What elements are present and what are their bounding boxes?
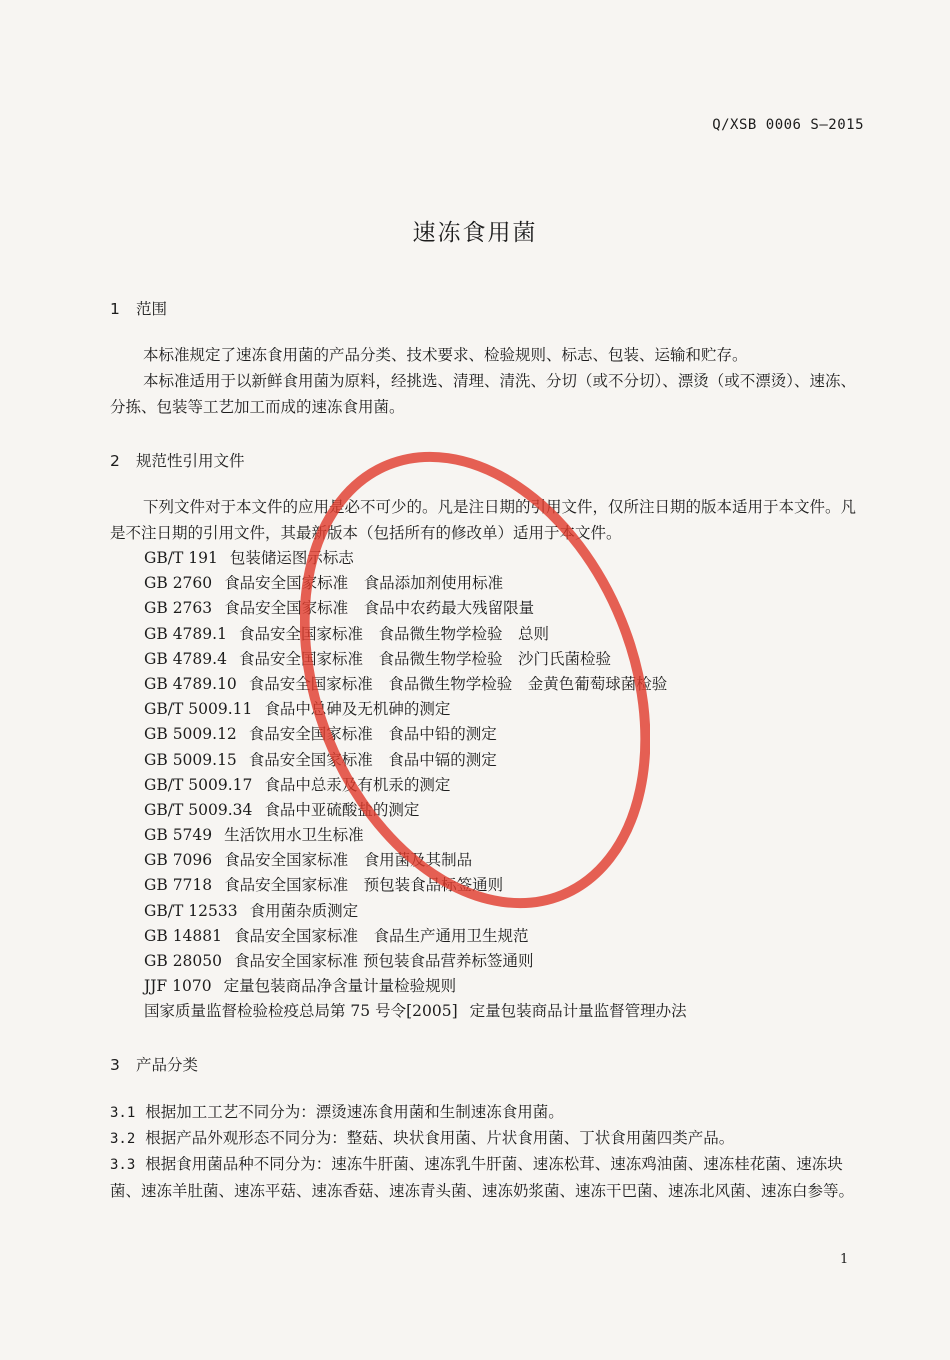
- reference-title: 生活饮用水卫生标准: [224, 826, 364, 845]
- reference-item: [144, 899, 687, 924]
- reference-item: [144, 697, 687, 722]
- reference-item: [144, 949, 687, 974]
- clause-3-3: [110, 1152, 866, 1204]
- scope-paragraph-1: 本标准规定了速冻食用菌的产品分类、技术要求、检验规则、标志、包装、运输和贮存。: [143, 346, 748, 364]
- reference-title: 食品安全国家标准 食品中铅的测定: [248, 725, 497, 744]
- reference-code: GB 4789.10: [144, 674, 237, 693]
- reference-item: [144, 924, 687, 949]
- reference-item: [144, 798, 687, 823]
- clause-text: 根据食用菌品种不同分为：速冻牛肝菌、速冻乳牛肝菌、速冻松茸、速冻鸡油菌、速冻桂花菌、速冻块菌、速冻羊肚菌、速冻平菇、速冻香菇、速冻青头菌、速冻奶浆菌、速冻干巴菌、速冻北风菌、速冻白参等。: [110, 1155, 855, 1200]
- standard-code: Q/XSB 0006 S—2015: [712, 117, 864, 133]
- reference-item: [144, 748, 687, 773]
- references-intro: 下列文件对于本文件的应用是必不可少的。凡是注日期的引用文件，仅所注日期的版本适用于本文件。凡是不注日期的引用文件，其最新版本（包括所有的修改单）适用于本文件。: [110, 498, 857, 542]
- reference-code: GB 2760: [144, 574, 213, 593]
- reference-title: 定量包装商品净含量计量检验规则: [223, 977, 457, 996]
- clause-3-2: [110, 1126, 866, 1153]
- reference-item: [144, 647, 687, 672]
- reference-item: [144, 571, 687, 596]
- reference-title: 食品安全国家标准 食品微生物学检验 金黄色葡萄球菌检验: [248, 674, 668, 693]
- section-1-heading: [110, 297, 167, 319]
- reference-code: GB 2763: [144, 599, 213, 618]
- reference-title: 食品安全国家标准 食用菌及其制品: [224, 851, 473, 870]
- reference-code: GB 7096: [144, 851, 213, 870]
- section-3-heading: [110, 1053, 198, 1075]
- reference-title: 定量包装商品计量监督管理办法: [469, 1002, 687, 1021]
- clause-number: 3.3: [110, 1157, 136, 1173]
- section-2-number: 2: [110, 452, 120, 470]
- scope-paragraph-2: 本标准适用于以新鲜食用菌为原料，经挑选、清理、清洗、分切（或不分切）、漂烫（或不漂烫）、速冻、分拣、包装等工艺加工而成的速冻食用菌。: [110, 372, 857, 416]
- reference-code: GB 14881: [144, 926, 223, 945]
- reference-code: 国家质量监督检验检疫总局第 75 号令[2005]: [144, 1002, 458, 1021]
- reference-title: 食品安全国家标准 食品生产通用卫生规范: [234, 926, 529, 945]
- reference-item: [144, 773, 687, 798]
- reference-code: GB 5009.15: [144, 750, 237, 769]
- reference-title: 食品安全国家标准 食品微生物学检验 总则: [238, 624, 549, 643]
- section-3-title: 产品分类: [136, 1056, 199, 1074]
- section-3-number: 3: [110, 1056, 120, 1074]
- reference-title: 食品中亚硫酸盐的测定: [264, 800, 420, 819]
- section-2-title: 规范性引用文件: [136, 452, 245, 470]
- reference-item: [144, 596, 687, 621]
- clause-number: 3.2: [110, 1131, 136, 1147]
- reference-code: GB 4789.4: [144, 649, 227, 668]
- reference-title: 包装储运图示标志: [229, 549, 354, 567]
- reference-title: 食品安全国家标准 食品中农药最大残留限量: [224, 599, 535, 618]
- reference-item: [144, 823, 687, 848]
- section-2-heading: [110, 449, 245, 471]
- clause-number: 3.1: [110, 1105, 136, 1121]
- reference-title: 食品安全国家标准 预包装食品标签通则: [224, 876, 504, 895]
- reference-title: 食品安全国家标准 预包装食品营养标签通则: [234, 952, 534, 970]
- reference-item: [144, 999, 687, 1024]
- reference-title: 食品安全国家标准 食品微生物学检验 沙门氏菌检验: [238, 649, 611, 668]
- reference-item: [144, 672, 687, 697]
- clause-text: 根据加工工艺不同分为：漂烫速冻食用菌和生制速冻食用菌。: [145, 1103, 564, 1121]
- reference-code: GB 7718: [144, 876, 213, 895]
- reference-item: [144, 722, 687, 747]
- page-number: 1: [840, 1252, 849, 1267]
- reference-code: GB/T 5009.17: [144, 775, 253, 794]
- document-title: 速冻食用菌: [412, 220, 538, 246]
- reference-title: 食品中总砷及无机砷的测定: [264, 700, 451, 719]
- reference-item: [144, 873, 687, 898]
- reference-title: 食品中总汞及有机汞的测定: [264, 775, 451, 794]
- reference-code: GB/T 5009.34: [144, 800, 253, 819]
- clause-text: 根据产品外观形态不同分为：整菇、块状食用菌、片状食用菌、丁状食用菌四类产品。: [145, 1129, 735, 1147]
- reference-item: [144, 622, 687, 647]
- reference-code: GB/T 191: [144, 549, 218, 567]
- reference-code: GB 5749: [144, 826, 213, 845]
- reference-title: 食品安全国家标准 食品中镉的测定: [248, 750, 497, 769]
- reference-title: 食用菌杂质测定: [249, 901, 359, 920]
- reference-code: GB 5009.12: [144, 725, 237, 744]
- reference-code: GB 28050: [144, 952, 223, 970]
- reference-item: [144, 546, 687, 571]
- section-1-title: 范围: [136, 300, 168, 318]
- section-1-number: 1: [110, 300, 120, 318]
- reference-list: [144, 546, 687, 1025]
- reference-code: GB/T 5009.11: [144, 700, 253, 719]
- clause-3-1: [110, 1100, 866, 1127]
- reference-item: [144, 974, 687, 999]
- reference-code: GB/T 12533: [144, 901, 238, 920]
- reference-code: JJF 1070: [144, 977, 212, 996]
- reference-item: [144, 848, 687, 873]
- reference-title: 食品安全国家标准 食品添加剂使用标准: [224, 574, 504, 593]
- reference-code: GB 4789.1: [144, 624, 227, 643]
